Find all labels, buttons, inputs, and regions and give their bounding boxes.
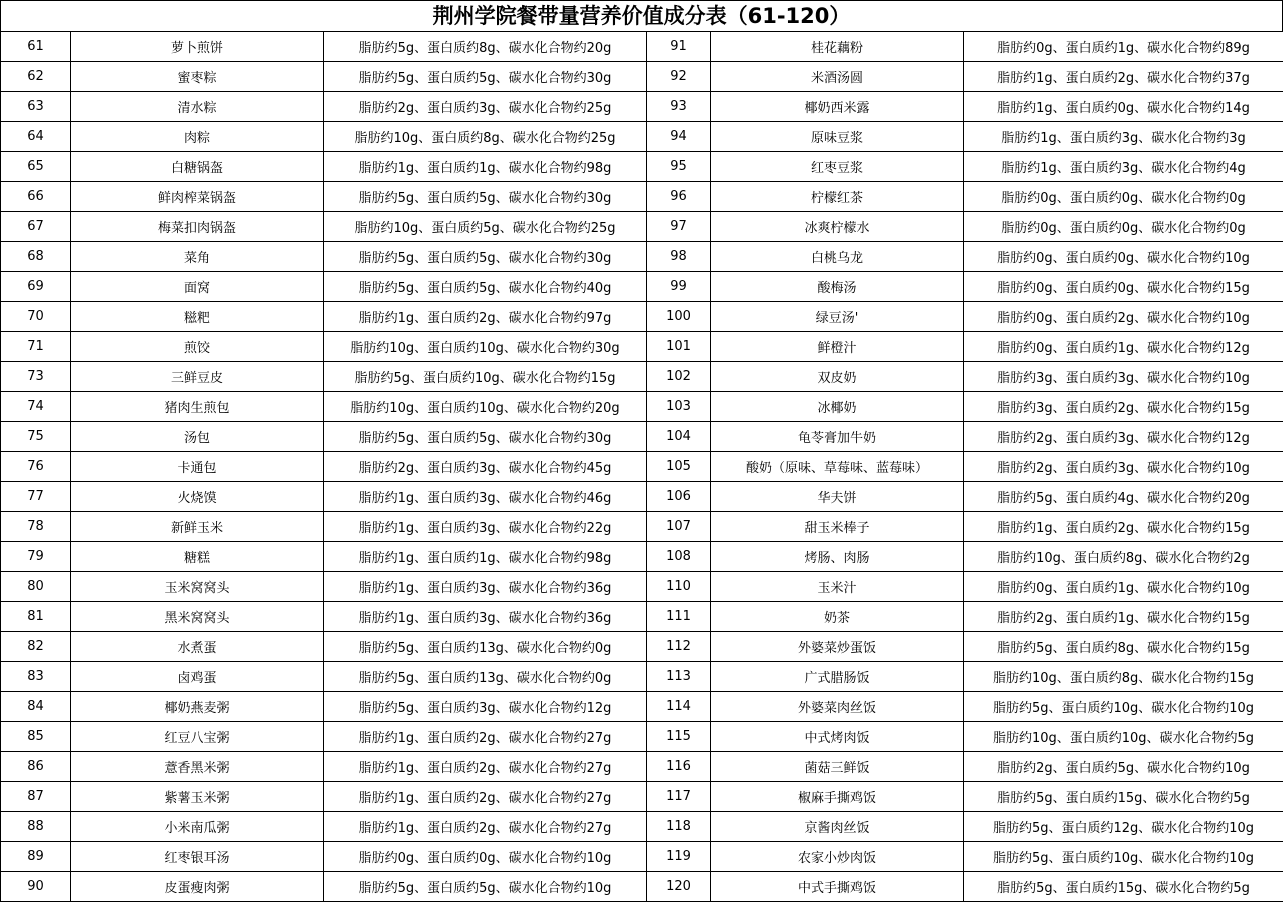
left-nutrition-value: 脂肪约5g、蛋白质约8g、碳水化合物约20g	[324, 32, 647, 62]
right-item-number: 120	[647, 872, 711, 902]
left-item-number: 90	[1, 872, 71, 902]
right-food-name: 奶茶	[711, 602, 964, 632]
right-food-name: 冰爽柠檬水	[711, 212, 964, 242]
right-nutrition-value: 脂肪约5g、蛋白质约15g、碳水化合物约5g	[964, 782, 1283, 812]
right-nutrition-value: 脂肪约0g、蛋白质约0g、碳水化合物约10g	[964, 242, 1283, 272]
right-item-number: 105	[647, 452, 711, 482]
right-item-number: 96	[647, 182, 711, 212]
left-item-number: 73	[1, 362, 71, 392]
left-nutrition-value: 脂肪约10g、蛋白质约10g、碳水化合物约20g	[324, 392, 647, 422]
left-item-number: 69	[1, 272, 71, 302]
left-food-name: 肉粽	[71, 122, 324, 152]
right-item-number: 98	[647, 242, 711, 272]
table-row	[1, 302, 1283, 332]
left-food-name: 小米南瓜粥	[71, 812, 324, 842]
left-food-name: 红枣银耳汤	[71, 842, 324, 872]
right-food-name: 外婆菜肉丝饭	[711, 692, 964, 722]
left-nutrition-value: 脂肪约5g、蛋白质约5g、碳水化合物约10g	[324, 872, 647, 902]
table-row	[1, 812, 1283, 842]
left-item-number: 86	[1, 752, 71, 782]
right-nutrition-value: 脂肪约1g、蛋白质约3g、碳水化合物约4g	[964, 152, 1283, 182]
right-food-name: 华夫饼	[711, 482, 964, 512]
right-item-number: 94	[647, 122, 711, 152]
right-item-number: 112	[647, 632, 711, 662]
left-item-number: 85	[1, 722, 71, 752]
right-nutrition-value: 脂肪约2g、蛋白质约3g、碳水化合物约10g	[964, 452, 1283, 482]
left-item-number: 84	[1, 692, 71, 722]
right-food-name: 甜玉米棒子	[711, 512, 964, 542]
right-item-number: 101	[647, 332, 711, 362]
right-food-name: 鲜橙汁	[711, 332, 964, 362]
left-nutrition-value: 脂肪约1g、蛋白质约3g、碳水化合物约36g	[324, 572, 647, 602]
left-nutrition-value: 脂肪约5g、蛋白质约13g、碳水化合物约0g	[324, 662, 647, 692]
page-title: 荆州学院餐带量营养价值成分表（61-120）	[0, 0, 1283, 31]
left-food-name: 糖糕	[71, 542, 324, 572]
table-row	[1, 512, 1283, 542]
left-food-name: 猪肉生煎包	[71, 392, 324, 422]
left-food-name: 玉米窝窝头	[71, 572, 324, 602]
table-row	[1, 422, 1283, 452]
right-nutrition-value: 脂肪约5g、蛋白质约12g、碳水化合物约10g	[964, 812, 1283, 842]
right-item-number: 118	[647, 812, 711, 842]
nutrition-table	[0, 31, 1283, 902]
right-item-number: 97	[647, 212, 711, 242]
table-row	[1, 452, 1283, 482]
left-nutrition-value: 脂肪约10g、蛋白质约5g、碳水化合物约25g	[324, 212, 647, 242]
right-nutrition-value: 脂肪约1g、蛋白质约2g、碳水化合物约15g	[964, 512, 1283, 542]
right-nutrition-value: 脂肪约0g、蛋白质约1g、碳水化合物约12g	[964, 332, 1283, 362]
left-item-number: 79	[1, 542, 71, 572]
left-item-number: 71	[1, 332, 71, 362]
right-item-number: 111	[647, 602, 711, 632]
left-item-number: 82	[1, 632, 71, 662]
table-row	[1, 572, 1283, 602]
left-nutrition-value: 脂肪约10g、蛋白质约10g、碳水化合物约30g	[324, 332, 647, 362]
right-food-name: 玉米汁	[711, 572, 964, 602]
left-item-number: 63	[1, 92, 71, 122]
right-nutrition-value: 脂肪约3g、蛋白质约2g、碳水化合物约15g	[964, 392, 1283, 422]
left-item-number: 66	[1, 182, 71, 212]
left-food-name: 清水粽	[71, 92, 324, 122]
right-item-number: 113	[647, 662, 711, 692]
right-food-name: 京酱肉丝饭	[711, 812, 964, 842]
left-nutrition-value: 脂肪约5g、蛋白质约3g、碳水化合物约12g	[324, 692, 647, 722]
right-item-number: 103	[647, 392, 711, 422]
right-food-name: 酸奶（原味、草莓味、蓝莓味）	[711, 452, 964, 482]
left-nutrition-value: 脂肪约2g、蛋白质约3g、碳水化合物约25g	[324, 92, 647, 122]
right-food-name: 酸梅汤	[711, 272, 964, 302]
table-body	[1, 32, 1283, 902]
right-food-name: 绿豆汤'	[711, 302, 964, 332]
left-food-name: 皮蛋瘦肉粥	[71, 872, 324, 902]
table-row	[1, 332, 1283, 362]
right-item-number: 110	[647, 572, 711, 602]
left-item-number: 89	[1, 842, 71, 872]
right-item-number: 100	[647, 302, 711, 332]
left-food-name: 红豆八宝粥	[71, 722, 324, 752]
left-food-name: 梅菜扣肉锅盔	[71, 212, 324, 242]
left-nutrition-value: 脂肪约1g、蛋白质约2g、碳水化合物约27g	[324, 782, 647, 812]
table-row	[1, 602, 1283, 632]
left-food-name: 菜角	[71, 242, 324, 272]
table-row	[1, 152, 1283, 182]
table-row	[1, 872, 1283, 902]
right-nutrition-value: 脂肪约5g、蛋白质约10g、碳水化合物约10g	[964, 692, 1283, 722]
right-food-name: 原味豆浆	[711, 122, 964, 152]
left-item-number: 61	[1, 32, 71, 62]
right-nutrition-value: 脂肪约5g、蛋白质约15g、碳水化合物约5g	[964, 872, 1283, 902]
left-nutrition-value: 脂肪约1g、蛋白质约2g、碳水化合物约27g	[324, 722, 647, 752]
left-food-name: 糍粑	[71, 302, 324, 332]
right-item-number: 104	[647, 422, 711, 452]
table-row	[1, 92, 1283, 122]
right-nutrition-value: 脂肪约0g、蛋白质约0g、碳水化合物约0g	[964, 212, 1283, 242]
right-nutrition-value: 脂肪约1g、蛋白质约0g、碳水化合物约14g	[964, 92, 1283, 122]
left-item-number: 88	[1, 812, 71, 842]
left-food-name: 煎饺	[71, 332, 324, 362]
right-food-name: 双皮奶	[711, 362, 964, 392]
table-row	[1, 632, 1283, 662]
left-nutrition-value: 脂肪约5g、蛋白质约5g、碳水化合物约30g	[324, 182, 647, 212]
left-food-name: 水煮蛋	[71, 632, 324, 662]
left-food-name: 面窝	[71, 272, 324, 302]
left-item-number: 77	[1, 482, 71, 512]
right-food-name: 农家小炒肉饭	[711, 842, 964, 872]
left-nutrition-value: 脂肪约1g、蛋白质约3g、碳水化合物约22g	[324, 512, 647, 542]
right-item-number: 95	[647, 152, 711, 182]
right-item-number: 116	[647, 752, 711, 782]
left-item-number: 74	[1, 392, 71, 422]
left-food-name: 火烧馍	[71, 482, 324, 512]
right-food-name: 中式手撕鸡饭	[711, 872, 964, 902]
left-food-name: 鲜肉榨菜锅盔	[71, 182, 324, 212]
table-row	[1, 842, 1283, 872]
left-nutrition-value: 脂肪约5g、蛋白质约5g、碳水化合物约30g	[324, 242, 647, 272]
right-nutrition-value: 脂肪约2g、蛋白质约5g、碳水化合物约10g	[964, 752, 1283, 782]
right-nutrition-value: 脂肪约10g、蛋白质约10g、碳水化合物约5g	[964, 722, 1283, 752]
left-nutrition-value: 脂肪约1g、蛋白质约3g、碳水化合物约46g	[324, 482, 647, 512]
left-nutrition-value: 脂肪约1g、蛋白质约1g、碳水化合物约98g	[324, 542, 647, 572]
right-item-number: 119	[647, 842, 711, 872]
left-nutrition-value: 脂肪约0g、蛋白质约0g、碳水化合物约10g	[324, 842, 647, 872]
left-nutrition-value: 脂肪约1g、蛋白质约1g、碳水化合物约98g	[324, 152, 647, 182]
right-item-number: 114	[647, 692, 711, 722]
table-row	[1, 122, 1283, 152]
left-nutrition-value: 脂肪约5g、蛋白质约10g、碳水化合物约15g	[324, 362, 647, 392]
left-food-name: 汤包	[71, 422, 324, 452]
left-food-name: 黑米窝窝头	[71, 602, 324, 632]
left-item-number: 70	[1, 302, 71, 332]
right-nutrition-value: 脂肪约10g、蛋白质约8g、碳水化合物约15g	[964, 662, 1283, 692]
left-item-number: 75	[1, 422, 71, 452]
right-food-name: 红枣豆浆	[711, 152, 964, 182]
right-nutrition-value: 脂肪约0g、蛋白质约1g、碳水化合物约10g	[964, 572, 1283, 602]
left-nutrition-value: 脂肪约5g、蛋白质约5g、碳水化合物约30g	[324, 62, 647, 92]
table-row	[1, 692, 1283, 722]
right-food-name: 柠檬红茶	[711, 182, 964, 212]
right-item-number: 117	[647, 782, 711, 812]
left-item-number: 81	[1, 602, 71, 632]
right-nutrition-value: 脂肪约1g、蛋白质约2g、碳水化合物约37g	[964, 62, 1283, 92]
right-nutrition-value: 脂肪约1g、蛋白质约3g、碳水化合物约3g	[964, 122, 1283, 152]
right-food-name: 椒麻手撕鸡饭	[711, 782, 964, 812]
right-nutrition-value: 脂肪约3g、蛋白质约3g、碳水化合物约10g	[964, 362, 1283, 392]
left-nutrition-value: 脂肪约5g、蛋白质约13g、碳水化合物约0g	[324, 632, 647, 662]
table-row	[1, 752, 1283, 782]
left-food-name: 紫薯玉米粥	[71, 782, 324, 812]
table-row	[1, 662, 1283, 692]
right-nutrition-value: 脂肪约10g、蛋白质约8g、碳水化合物约2g	[964, 542, 1283, 572]
right-nutrition-value: 脂肪约5g、蛋白质约8g、碳水化合物约15g	[964, 632, 1283, 662]
right-nutrition-value: 脂肪约0g、蛋白质约1g、碳水化合物约89g	[964, 32, 1283, 62]
right-nutrition-value: 脂肪约0g、蛋白质约0g、碳水化合物约0g	[964, 182, 1283, 212]
left-item-number: 68	[1, 242, 71, 272]
right-nutrition-value: 脂肪约2g、蛋白质约3g、碳水化合物约12g	[964, 422, 1283, 452]
right-item-number: 92	[647, 62, 711, 92]
right-food-name: 外婆菜炒蛋饭	[711, 632, 964, 662]
left-item-number: 87	[1, 782, 71, 812]
table-row	[1, 362, 1283, 392]
left-food-name: 萝卜煎饼	[71, 32, 324, 62]
table-row	[1, 722, 1283, 752]
right-item-number: 115	[647, 722, 711, 752]
right-food-name: 米酒汤圆	[711, 62, 964, 92]
right-food-name: 桂花藕粉	[711, 32, 964, 62]
left-nutrition-value: 脂肪约1g、蛋白质约2g、碳水化合物约97g	[324, 302, 647, 332]
right-nutrition-value: 脂肪约0g、蛋白质约2g、碳水化合物约10g	[964, 302, 1283, 332]
right-food-name: 烤肠、肉肠	[711, 542, 964, 572]
left-food-name: 薏香黑米粥	[71, 752, 324, 782]
left-nutrition-value: 脂肪约5g、蛋白质约5g、碳水化合物约30g	[324, 422, 647, 452]
right-item-number: 102	[647, 362, 711, 392]
table-row	[1, 782, 1283, 812]
right-food-name: 菌菇三鲜饭	[711, 752, 964, 782]
right-item-number: 91	[647, 32, 711, 62]
left-item-number: 62	[1, 62, 71, 92]
table-row	[1, 542, 1283, 572]
right-food-name: 广式腊肠饭	[711, 662, 964, 692]
right-food-name: 椰奶西米露	[711, 92, 964, 122]
left-food-name: 椰奶燕麦粥	[71, 692, 324, 722]
right-item-number: 99	[647, 272, 711, 302]
left-food-name: 卤鸡蛋	[71, 662, 324, 692]
table-row	[1, 272, 1283, 302]
right-food-name: 中式烤肉饭	[711, 722, 964, 752]
table-row	[1, 62, 1283, 92]
right-food-name: 冰椰奶	[711, 392, 964, 422]
table-row	[1, 182, 1283, 212]
left-item-number: 67	[1, 212, 71, 242]
right-item-number: 106	[647, 482, 711, 512]
left-item-number: 76	[1, 452, 71, 482]
left-nutrition-value: 脂肪约10g、蛋白质约8g、碳水化合物约25g	[324, 122, 647, 152]
left-nutrition-value: 脂肪约1g、蛋白质约2g、碳水化合物约27g	[324, 812, 647, 842]
right-item-number: 107	[647, 512, 711, 542]
right-item-number: 93	[647, 92, 711, 122]
right-food-name: 白桃乌龙	[711, 242, 964, 272]
left-item-number: 83	[1, 662, 71, 692]
left-food-name: 新鲜玉米	[71, 512, 324, 542]
left-nutrition-value: 脂肪约1g、蛋白质约3g、碳水化合物约36g	[324, 602, 647, 632]
right-nutrition-value: 脂肪约5g、蛋白质约10g、碳水化合物约10g	[964, 842, 1283, 872]
left-nutrition-value: 脂肪约5g、蛋白质约5g、碳水化合物约40g	[324, 272, 647, 302]
table-row	[1, 32, 1283, 62]
left-nutrition-value: 脂肪约2g、蛋白质约3g、碳水化合物约45g	[324, 452, 647, 482]
left-food-name: 白糖锅盔	[71, 152, 324, 182]
left-item-number: 64	[1, 122, 71, 152]
right-nutrition-value: 脂肪约5g、蛋白质约4g、碳水化合物约20g	[964, 482, 1283, 512]
right-item-number: 108	[647, 542, 711, 572]
table-row	[1, 392, 1283, 422]
table-row	[1, 212, 1283, 242]
left-item-number: 80	[1, 572, 71, 602]
left-item-number: 65	[1, 152, 71, 182]
right-nutrition-value: 脂肪约0g、蛋白质约0g、碳水化合物约15g	[964, 272, 1283, 302]
right-food-name: 龟苓膏加牛奶	[711, 422, 964, 452]
right-nutrition-value: 脂肪约2g、蛋白质约1g、碳水化合物约15g	[964, 602, 1283, 632]
table-row	[1, 482, 1283, 512]
left-item-number: 78	[1, 512, 71, 542]
left-nutrition-value: 脂肪约1g、蛋白质约2g、碳水化合物约27g	[324, 752, 647, 782]
table-row	[1, 242, 1283, 272]
left-food-name: 蜜枣粽	[71, 62, 324, 92]
left-food-name: 卡通包	[71, 452, 324, 482]
left-food-name: 三鲜豆皮	[71, 362, 324, 392]
